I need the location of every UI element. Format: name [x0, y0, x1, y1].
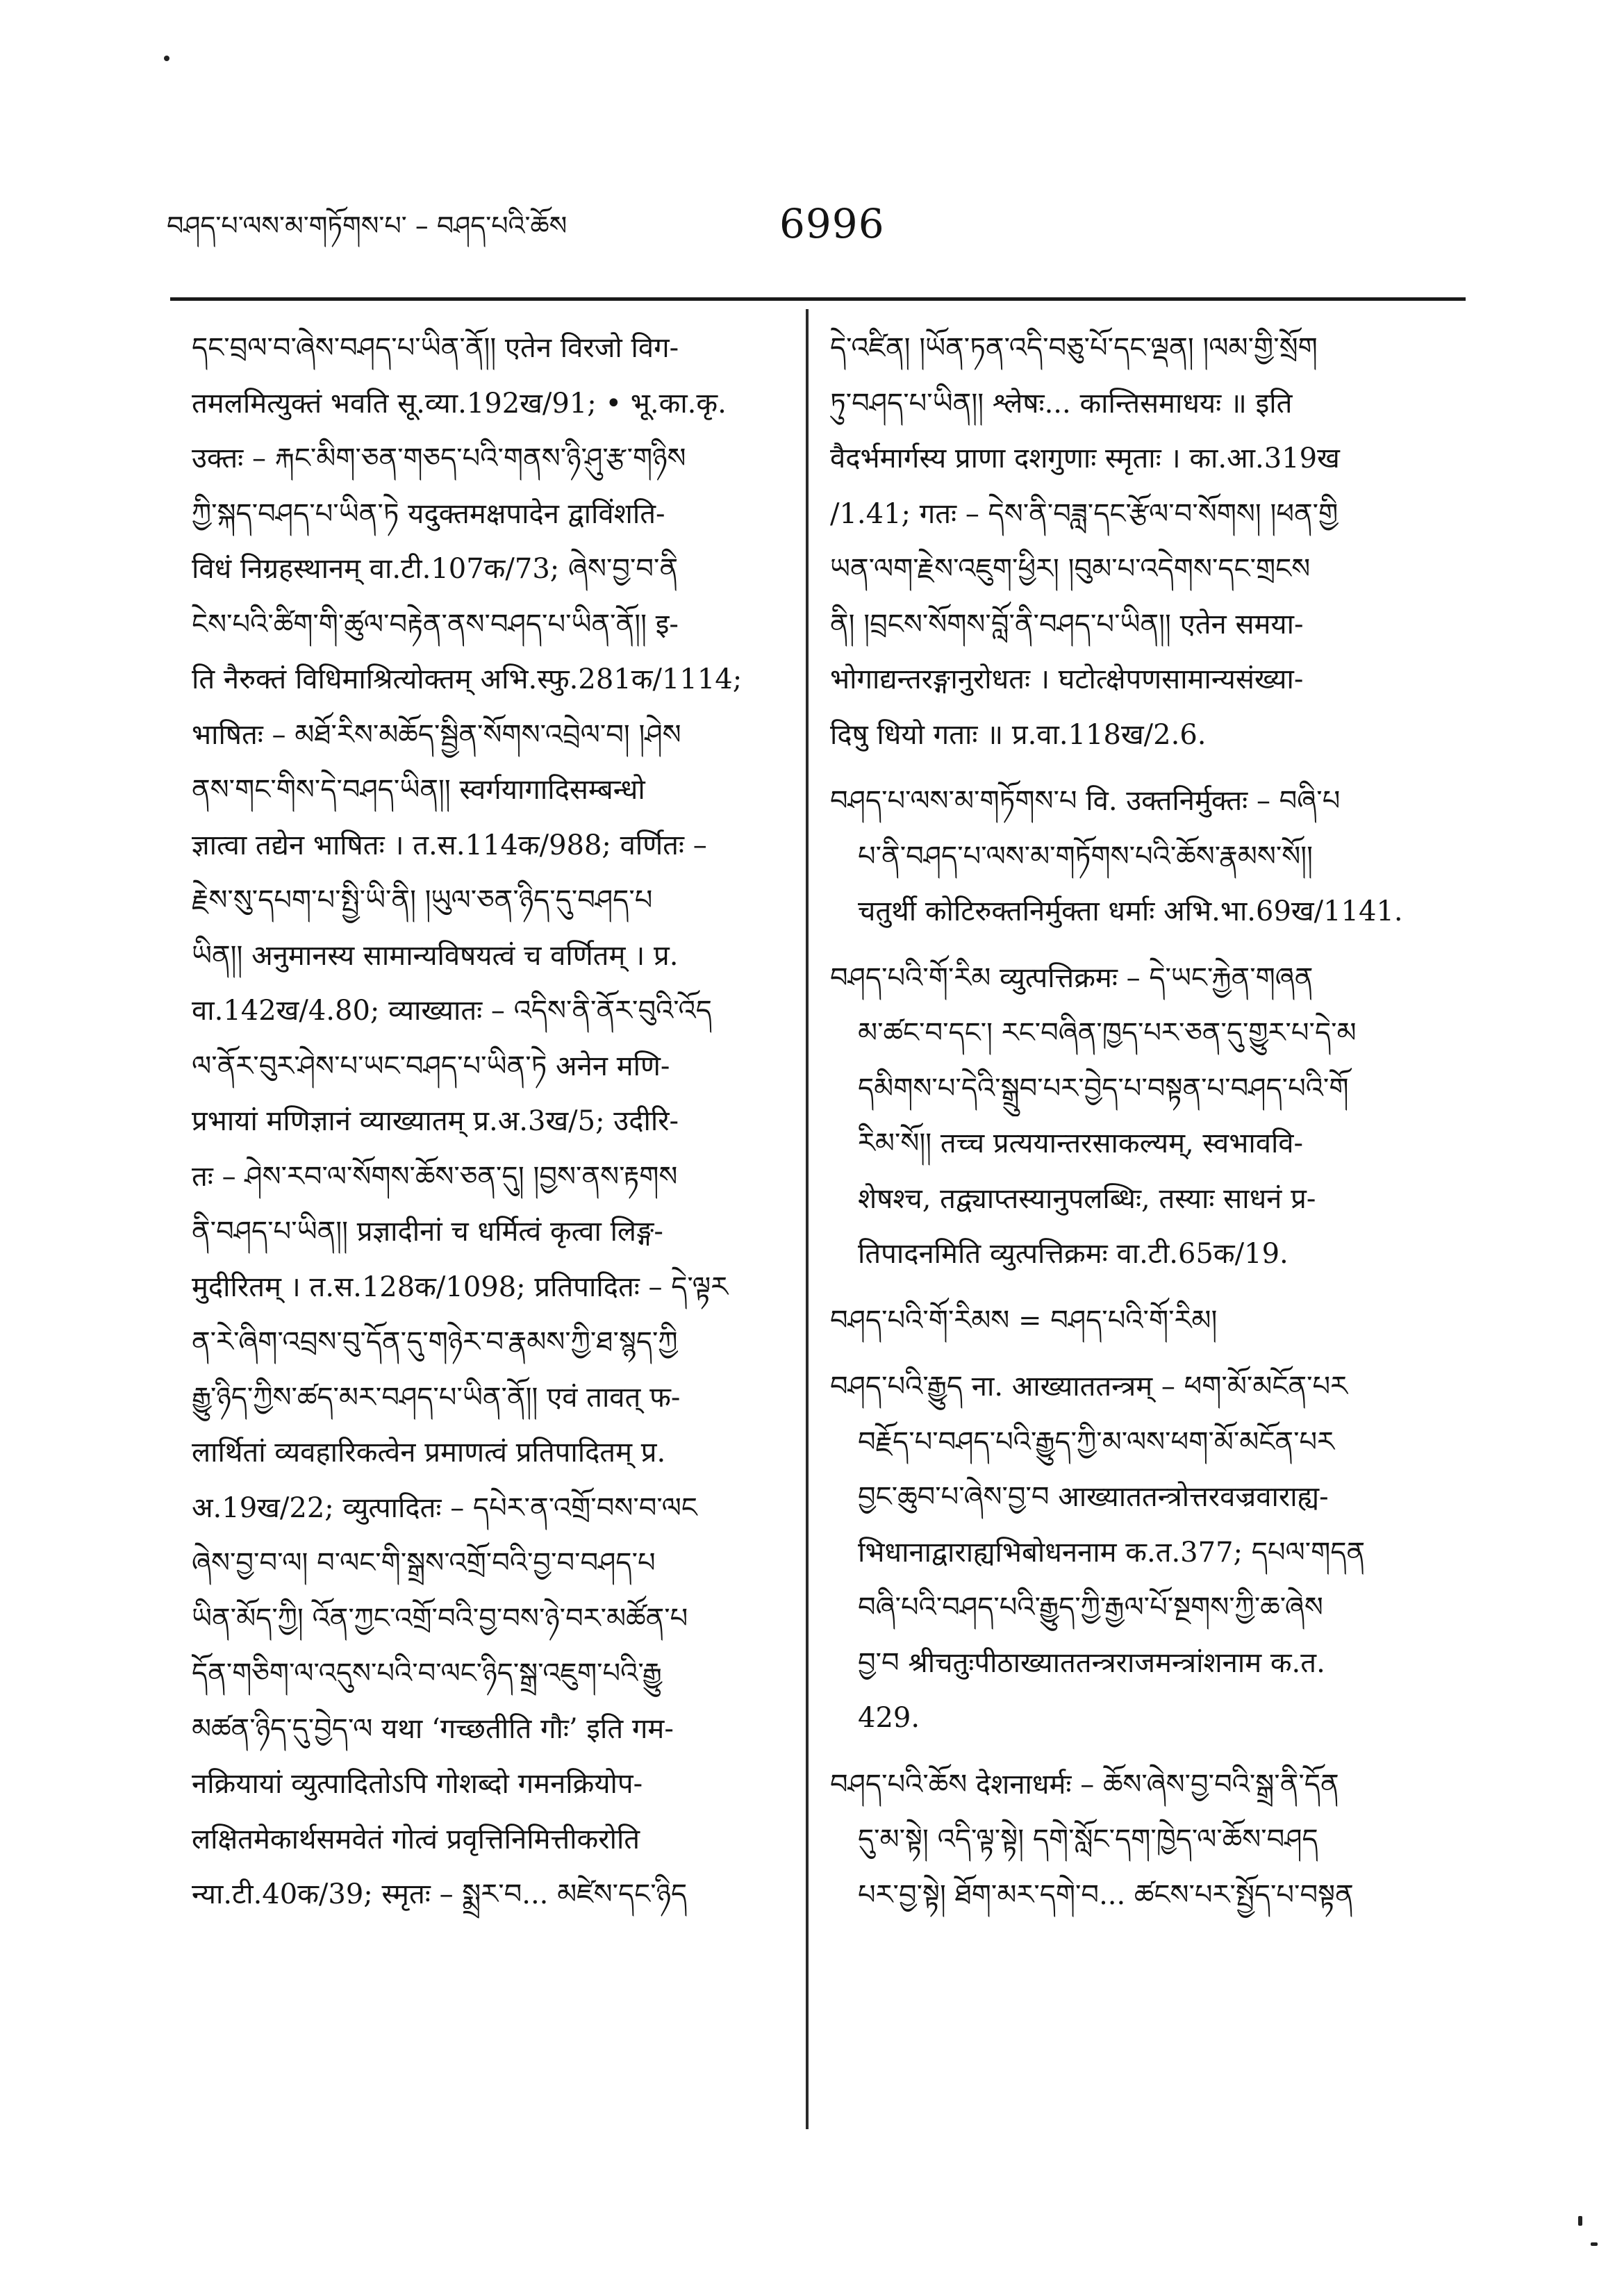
text-line: ན་རེ་ཞིག་འབྲས་བུ་དོན་དུ་གཉེར་བ་རྣམས་ཀྱི་ཐ་སྙད་ཀྱི [192, 1326, 678, 1358]
text-line: नक्रियायां व्युत्पादितोऽपि गोशब्दो गमनक्रियोप- [192, 1768, 643, 1800]
text-line: མ་ཚང་བ་དང་། རང་བཞིན་ཁྱད་པར་ཅན་དུ་གྱུར་པ་དེ་མ [858, 1017, 1357, 1049]
text-line: /1.41; गतः – དེས་ནི་བཟླ་དང་རྩོལ་བ་སོགས། །ཕན་གྱི [830, 497, 1339, 530]
text-line: 429. [858, 1702, 920, 1734]
right-column [830, 321, 1455, 1923]
text-line: वा.142ख/4.80; व्याख्यातः – འདིས་ནི་ནོར་བུའི་འོད [192, 995, 712, 1027]
text-line: ज्ञात्वा तद्येन भाषितः । त.स.114क/988; वर्णितः – [192, 829, 707, 861]
text-line: བཤད་པའི་གོ་རིམ व्युत्पत्तिक्रमः – དེ་ཡང་རྐྱེན་གཞན [830, 961, 1314, 994]
text-line: शेषश्च, तद्व्याप्तस्यानुपलब्धिः, तस्याः साधनं प्र- [858, 1182, 1316, 1215]
text-line: चतुर्थी कोटिरुक्तनिर्मुक्ता धर्माः अभि.भा.69ख/1141. [858, 895, 1403, 927]
ink-speck [1578, 2216, 1582, 2226]
text-line: उक्तः – རྐང་མིག་ཅན་གཅད་པའི་གནས་ཉི་ཤུ་རྩ་གཉིས [192, 443, 686, 474]
text-line: ཡན་ལག་རྗེས་འཇུག་ཕྱིར། །བུམ་པ་འདེགས་དང་གྲངས [830, 553, 1311, 585]
text-line: प्रभायां मणिज्ञानं व्याख्यातम् प्र.अ.3ख/5; उदीरि- [192, 1105, 679, 1137]
text-line: लार्थितां व्यवहारिकत्वेन प्रमाणत्वं प्रतिपादितम् प्र. [192, 1437, 666, 1469]
text-line: ལ་ནོར་བུར་ཤེས་པ་ཡང་བཤད་པ་ཡིན་ཏེ अनेन मणि- [192, 1050, 670, 1082]
text-line: བཤད་པའི་ཆོས देशनाधर्मः – ཆོས་ཞེས་བྱ་བའི་སྒྲ་ནི་དོན [830, 1768, 1339, 1801]
text-line: भोगाद्यन्तरङ्गानुरोधतः । घटोत्क्षेपणसामान्यसंख्या- [830, 663, 1304, 695]
text-line: རིམ་སོ།། तच्च प्रत्ययान्तरसाकल्यम्, स्वभाववि- [858, 1127, 1304, 1159]
text-line: བརྗོད་པ་བཤད་པའི་རྒྱུད་ཀྱི་མ་ལས་ཕག་མོ་མངོན་པར [858, 1425, 1335, 1458]
text-line: लक्षितमेकार्थसमवेतं गोत्वं प्रवृत्तिनिमित्तीकरोति [192, 1823, 640, 1855]
text-line: विधं निग्रहस्थानम् वा.टी.107क/73; ཞེས་བྱ་བ་ནི [192, 553, 679, 585]
text-line: न्या.टी.40क/39; स्मृतः – སྨྲར་བ... མཛེས་དང་ཉིད [192, 1878, 688, 1910]
text-line: वैदर्भमार्गस्य प्राणा दशगुणाः स्मृताः । का.आ.319ख [830, 443, 1340, 474]
text-line: ཡིན།། अनुमानस्य सामान्यविषयत्वं च वर्णितम् । प्र. [192, 939, 679, 972]
text-line: བཤད་པ་ལས་མ་གཏོགས་པ वि. उक्तनिर्मुक्तः – བཞི་པ [830, 785, 1341, 817]
left-column [192, 321, 782, 1923]
text-line: དུ་མ་སྟེ། འདི་ལྟ་སྟེ། དགེ་སློང་དག་ཁྱེད་ལ་ཆོས་བཤད [858, 1824, 1318, 1855]
text-line: ནས་གང་གིས་དེ་བཤད་ཡིན།། स्वर्गयागादिसम्बन्धो [192, 774, 645, 806]
text-line: པ་ནི་བཤད་པ་ལས་མ་གཏོགས་པའི་ཆོས་རྣམས་སོ།། [858, 840, 1314, 873]
text-line: ཡིན་མོད་ཀྱི། འོན་ཀྱང་འགྲོ་བའི་བྱ་བས་ཉེ་བར་མཚོན་པ [192, 1602, 688, 1635]
text-line: རྗེས་སུ་དཔག་པ་སྤྱི་ཡི་ནི། །ཡུལ་ཅན་ཉིད་དུ་བཤད་པ [192, 884, 653, 916]
text-line: མཚན་ཉིད་དུ་བྱེད་ལ यथा ‘गच्छतीति गौः’ इति गम- [192, 1712, 674, 1745]
text-line: བཤད་པའི་རྒྱུད ना. आख्याततन्त्रम् – ཕག་མོ་མངོན་པར [830, 1371, 1348, 1403]
text-line: བྱ་བ श्रीचतुःपीठाख्याततन्त्रराजमन्त्रांशनाम क.त. [858, 1646, 1325, 1679]
text-line: ति नैरुक्तं विधिमाश्रित्योक्तम् अभि.स्फु.281क/1114; [192, 663, 743, 695]
header-rule [170, 297, 1466, 301]
text-line: ཞེས་བྱ་བ་ལ། བ་ལང་གི་སྒྲས་འགྲོ་བའི་བྱ་བ་བཤད་པ [192, 1547, 656, 1579]
text-line: अ.19ख/22; व्युत्पादितः – དཔེར་ན་འགྲོ་བས་བ་ལང [192, 1491, 697, 1524]
text-line: བཞི་པའི་བཤད་པའི་རྒྱུད་ཀྱི་རྒྱལ་པོ་སྔགས་ཀྱི་ཆ་ཞེས [858, 1591, 1323, 1623]
text-line: ཏུ་བཤད་པ་ཡིན།། श्लेषः... कान्तिसमाधयः ॥ इति [830, 387, 1293, 420]
text-line: བྱང་ཆུབ་པ་ཞེས་བྱ་བ आख्याततन्त्रोत्तरवज्रवाराह्य- [858, 1481, 1329, 1513]
text-line: དང་བྲལ་བ་ཞེས་བཤད་པ་ཡིན་ནོ།། एतेन विरजो विग- [192, 332, 679, 364]
text-line: དེ་འཛིན། །ཡོན་ཏན་འདི་བཅུ་པོ་དང་ལྡན། །ལམ་གྱི་སྲོག [830, 332, 1318, 364]
text-line: मुदीरितम् । त.स.128क/1098; प्रतिपादितः – དེ་ལྟར [192, 1271, 729, 1303]
text-line: दिषु धियो गताः ॥ प्र.वा.118ख/2.6. [830, 718, 1207, 751]
text-line: तिपादनमिति व्युत्पत्तिक्रमः वा.टी.65क/19. [858, 1238, 1289, 1270]
text-line: པར་བྱ་སྟེ། ཐོག་མར་དགེ་བ... ཚངས་པར་སྤྱོད་པ་བསྟན [858, 1878, 1354, 1911]
text-line: ཀྱི་སྐད་བཤད་པ་ཡིན་ཏེ यदुक्तमक्षपादेन द्वाविंशति- [192, 497, 665, 530]
text-line: ནི་བཤད་པ་ཡིན།། प्रज्ञादीनां च धर्मित्वं कृत्वा लिङ्ग- [192, 1216, 663, 1248]
text-line: ནི། །བྲངས་སོགས་བློ་ནི་བཤད་པ་ཡིན།། एतेन समया- [830, 608, 1304, 640]
text-line: भाषितः – མཐོ་རིས་མཆོད་སྦྱིན་སོགས་འབྲེལ་བ། །ཤེས [192, 718, 681, 751]
text-line: भिधानाद्वाराह्यभिबोधननाम क.त.377; དཔལ་གདན [858, 1536, 1366, 1569]
ink-speck [1591, 2242, 1598, 2246]
ink-speck [164, 56, 169, 61]
text-line: རྒྱུ་ཉིད་ཀྱིས་ཚད་མར་བཤད་པ་ཡིན་ནོ།། एवं तावत् फ- [192, 1381, 681, 1414]
text-line: ངེས་པའི་ཚིག་གི་ཚུལ་བརྟེན་ནས་བཤད་པ་ཡིན་ནོ།། इ- [192, 608, 679, 640]
text-line: བཤད་པའི་གོ་རིམས = བཤད་པའི་གོ་རིམ། [830, 1304, 1218, 1337]
text-line: तमलमित्युक्तं भवति सू.व्या.192ख/91; • भू.का.कृ. [192, 387, 727, 420]
running-title: བཤད་པ་ལས་མ་གཏོགས་པ་ – བཤད་པའི་ཆོས [167, 210, 567, 241]
text-line: དམིགས་པ་དེའི་སྒྲུབ་པར་བྱེད་པ་བསྟན་པ་བཤད་པའི་གོ [858, 1072, 1349, 1105]
page-number: 6996 [779, 200, 885, 247]
text-line: तः – ཤེས་རབ་ལ་སོགས་ཆོས་ཅན་དུ། །བྱས་ནས་རྟགས [192, 1160, 678, 1193]
text-line: དོན་གཅིག་ལ་འདུས་པའི་བ་ལང་ཉིད་སྒྲ་འཇུག་པའི་རྒྱུ [192, 1657, 662, 1689]
column-divider [806, 309, 809, 2129]
